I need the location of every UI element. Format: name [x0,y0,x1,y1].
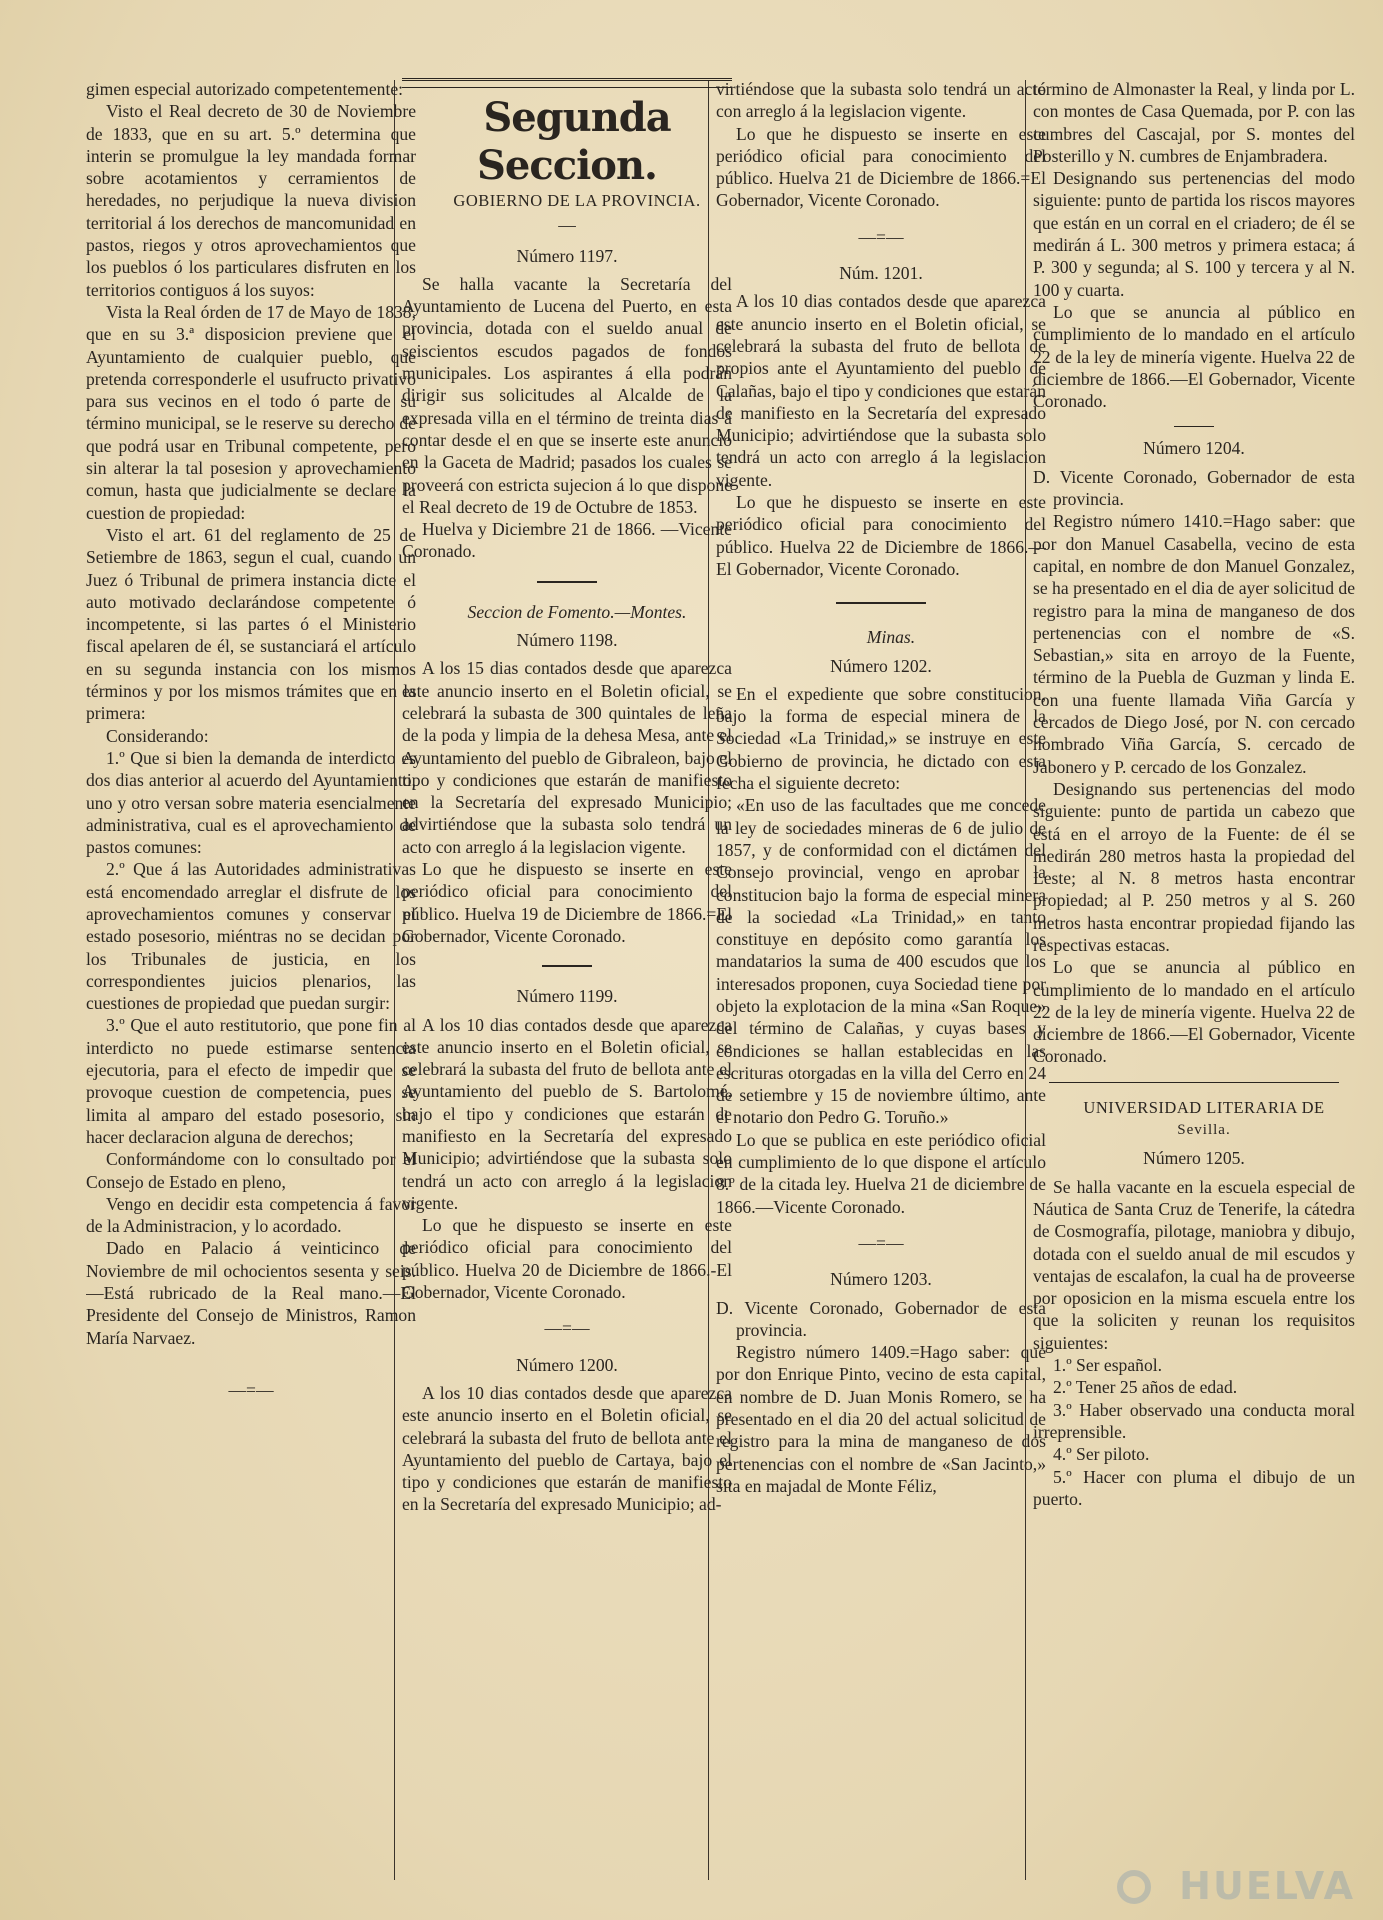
paragraph: 3.º Que el auto restitutorio, que pone fin al interdicto no puede estimarse sentencia ejecutoria, para el efecto de impedir que se provoque cuestion de competencia, pues se limita al amparo del estado posesorio, sin hacer declaracion alguna de derechos; [86,1015,416,1147]
paragraph: «En uso de las facultades que me concede la ley de sociedades mineras de 6 de julio de 1857, y de conformidad con el dictámen del Consejo provincial, vengo en aprobar la constitucion bajo la forma de especial minera de la sociedad «La Trinidad,» en tanto constituye en depósito como garantía los mandatarios la suma de 400 escudos que los interesados proponen, cuya Sociedad tiene por objeto la explotacion de la mina «San Roque» del término de Calañas, y cuyas bases y condiciones se hallan establecidas en las escrituras otorgadas en la villa del Cerro en 24 de setiembre y 15 de noviembre último, ante el notario don Pedro G. Toruño.» [716,795,1046,1128]
paragraph: Vista la Real órden de 17 de Mayo de 1838, que en su 3.ª disposicion previene que el Ayuntamiento de cualquier pueblo, que pretenda corresponderle el usufructo privativo para sus vecinos en el todo ó parte de su término municipal, se le reserve su derecho de que podrá usar en Tribunal competente, pero sin alterar la tal posesion y aprovechamiento comun, hasta que judicialmente se declare la cuestion de propiedad: [86,301,416,523]
paragraph: A los 10 dias contados desde que aparezca este anuncio inserto en el Boletin oficial, se celebrará la subasta del fruto de bellota ante el Ayuntamiento del pueblo de S. Bartolomé, bajo el tipo y condiciones que estarán de manifiesto en la Secretaría del expresado Municipio; advirtiéndose que la subasta solo tendrá un acto con arreglo á la legislacion vigente. [402,1014,732,1213]
paragraph: gimen especial autorizado competentemente: [86,79,404,99]
notice-number: Número 1203. [830,1269,932,1290]
paragraph: Registro número 1409.=Hago saber: que por don Enrique Pinto, vecino de esta capital, en nombre de D. Juan Monis Romero, se ha presentado en el dia 20 del actual solicitud de registro para la mina de manganeso de dos pertenencias con el nombre de «San Jacinto,» sita en majadal de Monte Féliz, [716,1342,1046,1496]
separator-rule [542,965,592,967]
notice-number: Número 1202. [830,655,932,676]
separator: — [558,215,576,236]
paragraph: término de Almonaster la Real, y linda por L. con montes de Casa Quemada, por P. con las cumbres del Cascajal, por S. montes del Posterillo y N. cumbres de Enjambradera. [1033,79,1355,166]
notice-number: Número 1199. [516,986,618,1007]
column-4 [1033,78,1355,1510]
column-2 [402,78,732,1516]
list-item: 4.º Ser piloto. [1053,1444,1150,1465]
separator: —=— [858,1232,904,1253]
paragraph: Dado en Palacio á veinticinco de Noviembre de mil ochocientos sesenta y seis.—Está rubricado de la Real mano.—El Presidente del Consejo de Ministros, Ramon María Narvaez. [86,1238,416,1348]
paragraph: A los 10 dias contados desde que aparezca este anuncio inserto en el Boletin oficial, se celebrará la subasta del fruto de bellota de propios ante el Ayuntamiento del pueblo de Calañas, bajo el tipo y condiciones que estarán de manifiesto en la Secretaría del expresado Municipio; advirtiéndose que la subasta solo tendrá un acto con arreglo á la legislacion vigente. [716,291,1046,490]
section-title: UNIVERSIDAD LITERARIA DE [1083,1097,1325,1117]
column-3 [716,78,1046,1497]
separator-rule [836,602,926,604]
paragraph: Lo que se publica en este periódico oficial en cumplimiento de lo que dispone el artículo 8.º de la citada ley. Huelva 21 de diciembre de 1866.—Vicente Coronado. [716,1129,1046,1217]
subsection-title: Seccion de Fomento.—Montes. [467,601,687,622]
section-subtitle: GOBIERNO DE LA PROVINCIA. [453,191,701,210]
notice-number: Núm. 1201. [839,263,923,284]
column-1 [86,78,416,1415]
paragraph: D. Vicente Coronado, Gobernador de esta provincia. [716,1297,1046,1340]
separator: —=— [544,1318,590,1339]
paragraph: virtiéndose que la subasta solo tendrá un acto con arreglo á la legislacion vigente. [716,79,1046,122]
paragraph: Lo que he dispuesto se inserte en este periódico oficial para conocimiento del público. Huelva 19 de Diciembre de 1866.=El Gobernador, Vicente Coronado. [402,859,732,946]
notice-number: Número 1205. [1143,1148,1245,1169]
paragraph: A los 10 dias contados desde que aparezca este anuncio inserto en el Boletin oficial, se celebrará la subasta del fruto de bellota ante el Ayuntamiento del pueblo de Cartaya, bajo el tipo y condiciones que estarán de manifiesto en la Secretaría del expresado Municipio; ad- [402,1382,732,1515]
paragraph: Huelva y Diciembre 21 de 1866. —Vicente Coronado. [402,519,732,562]
section-subtitle: Sevilla. [1177,1122,1231,1139]
paragraph: Lo que he dispuesto se inserte en este periódico oficial para conocimiento del público. Huelva 22 de Diciembre de 1866.—El Gobernador, Vicente Coronado. [716,492,1046,579]
double-rule [402,78,732,88]
separator-rule [537,581,597,583]
paragraph: Designando sus pertenencias del modo siguiente: punto de partida un cabezo que está en el arroyo de la Fuente: de él se medirán 280 metros hasta la propiedad del Leste; al N. 8 metros hasta encontrar propiedad; al P. 250 metros y al S. 260 metros hasta encontrar propiedad fijando las respectivas estacas. [1033,778,1355,955]
paragraph: 2.º Que á las Autoridades administrativas está encomendado arreglar el disfrute de los aprovechamientos comunes y conservar el estado posesorio, miéntras no se decidan por los Tribunales de justicia, en los correspondientes juicios plenarios, las cuestiones de propiedad que puedan surgir: [86,859,416,1014]
notice-number: Número 1204. [1143,438,1245,459]
notice-number: Número 1198. [516,630,618,651]
list-item: 3.º Haber observado una conducta moral irreprensible. [1033,1399,1355,1442]
paragraph: Lo que se anuncia al público en cumplimiento de lo mandado en el artículo 22 de la ley de minería vigente. Huelva 22 de diciembre de 1866.—El Gobernador, Vicente Coronado. [1033,957,1355,1067]
list-item: 1.º Ser español. [1053,1355,1163,1376]
list-item: 2.º Tener 25 años de edad. [1053,1377,1238,1398]
subsection-title: Minas. [866,627,916,648]
paragraph: A los 15 dias contados desde que aparezca este anuncio inserto en el Boletin oficial, se celebrará la subasta de 300 quintales de leña de la poda y limpia de la dehesa Mesa, ante el Ayuntamiento del pueblo de Gibraleon, bajo el tipo y condiciones que estarán de manifiesto en la Secretaría del expresado Municipio; advirtiéndose que la subasta solo tendrá un acto con arreglo á la legislacion vigente. [402,658,732,857]
paragraph: Considerando: [106,725,209,746]
paragraph: Registro número 1410.=Hago saber: que por don Manuel Casabella, vecino de esta capital, en nombre de don Manuel Gonzalez, se ha presentado en el dia de ayer solicitud de registro para la mina de manganeso de dos pertenencias con el nombre de «S. Sebastian,» sita en arroyo de la Fuente, término de la Puebla de Guzman y linda E. con una fuente llamada Viña García y cercados de Diego José, por N. con cercado nombrado Viña García, S. cercado de Jabonero y P. cercado de los Gonzalez. [1033,511,1355,777]
paragraph: Designando sus pertenencias del modo siguiente: punto de partida los riscos mayores que están en un corral en el criadero; de él se medirán á L. 300 metros y primera estaca; á P. 300 y segunda; al S. 100 y tercera y al N. 100 y cuarta. [1033,168,1355,300]
separator: —=— [858,226,904,247]
separator: —=— [228,1379,274,1400]
paragraph: En el expediente que sobre constitucion, bajo la forma de especial minera de la Sociedad «La Trinidad,» se instruye en este Gobierno de provincia, he dictado con esta fecha el siguiente decreto: [716,683,1046,794]
paragraph: Conformándome con lo consultado por el Consejo de Estado en pleno, [86,1149,416,1192]
notice-number: Número 1200. [516,1354,618,1375]
paragraph: Visto el art. 61 del reglamento de 25 de Setiembre de 1863, segun el cual, cuando un Juez ó Tribunal de primera instancia dicte el auto motivado declarándose competente ó incompetente, si las partes ó el Ministerio fiscal apelaren de él, se sustanciará el artículo en su segunda instancia con los mismos términos y por los mismos trámites que en la primera: [86,524,416,724]
paragraph: Visto el Real decreto de 30 de Noviembre de 1833, que en su art. 5.º determina que interin se promulgue la ley mandada formar sobre acotamientos y cerramientos de heredades, no perjudique la nueva division territorial á los derechos de mancomunidad en pastos, riegos y otros aprovechamientos que los pueblos ó los particulares disfruten en los territorios contiguos á los suyos: [86,101,416,300]
paragraph: Lo que he dispuesto se inserte en este periódico oficial para conocimiento del público. Huelva 21 de Diciembre de 1866.=El Gobernador, Vicente Coronado. [716,123,1046,211]
watermark: HUELVA [1179,1864,1355,1908]
section-title: Segunda Seccion. [477,94,671,189]
paragraph: 1.º Que si bien la demanda de interdicto es dos dias anterior al acuerdo del Ayuntamiento, uno y otro versan sobre materia esencialmente administrativa, cual es el aprovechamiento de pastos comunes: [86,747,416,858]
list-item: 5.º Hacer con pluma el dibujo de un puerto. [1033,1466,1355,1509]
paragraph: Se halla vacante en la escuela especial de Náutica de Santa Cruz de Tenerife, la cátedra de Cosmografía, pilotage, maniobra y dibujo, dotada con el sueldo anual de mil escudos y ventajas de escalafon, la cual ha de proveerse por oposicion en la misma escuela entre los que la soliciten y reunan los requisitos siguientes: [1033,1176,1355,1353]
separator-rule [1049,1082,1339,1083]
paragraph: Lo que se anuncia al público en cumplimiento de lo mandado en el artículo 22 de la ley de minería vigente. Huelva 22 de diciembre de 1866.—El Gobernador, Vicente Coronado. [1033,301,1355,412]
paragraph: D. Vicente Coronado, Gobernador de esta provincia. [1033,466,1355,510]
separator-rule [1174,426,1214,427]
paragraph: Lo que he dispuesto se inserte en este periódico oficial para conocimiento del público. Huelva 20 de Diciembre de 1866.-El Gobernador, Vicente Coronado. [402,1215,732,1303]
paragraph: Se halla vacante la Secretaría del Ayuntamiento de Lucena del Puerto, en esta provincia, dotada con el sueldo anual de seiscientos escudos pagados de fondos municipales. Los aspirantes á ella podrán dirigir sus solicitudes al Alcalde de la expresada villa en el término de treinta dias á contar desde el en que se inserte este anuncio en la Gaceta de Madrid; pasados los cuales se proveerá con estricta sujecion á lo que dispone el Real decreto de 19 de Octubre de 1853. [402,273,732,517]
notice-number: Número 1197. [516,245,618,266]
paragraph: Vengo en decidir esta competencia á favor de la Administracion, y lo acordado. [86,1193,416,1237]
watermark-logo-icon [1117,1870,1151,1904]
